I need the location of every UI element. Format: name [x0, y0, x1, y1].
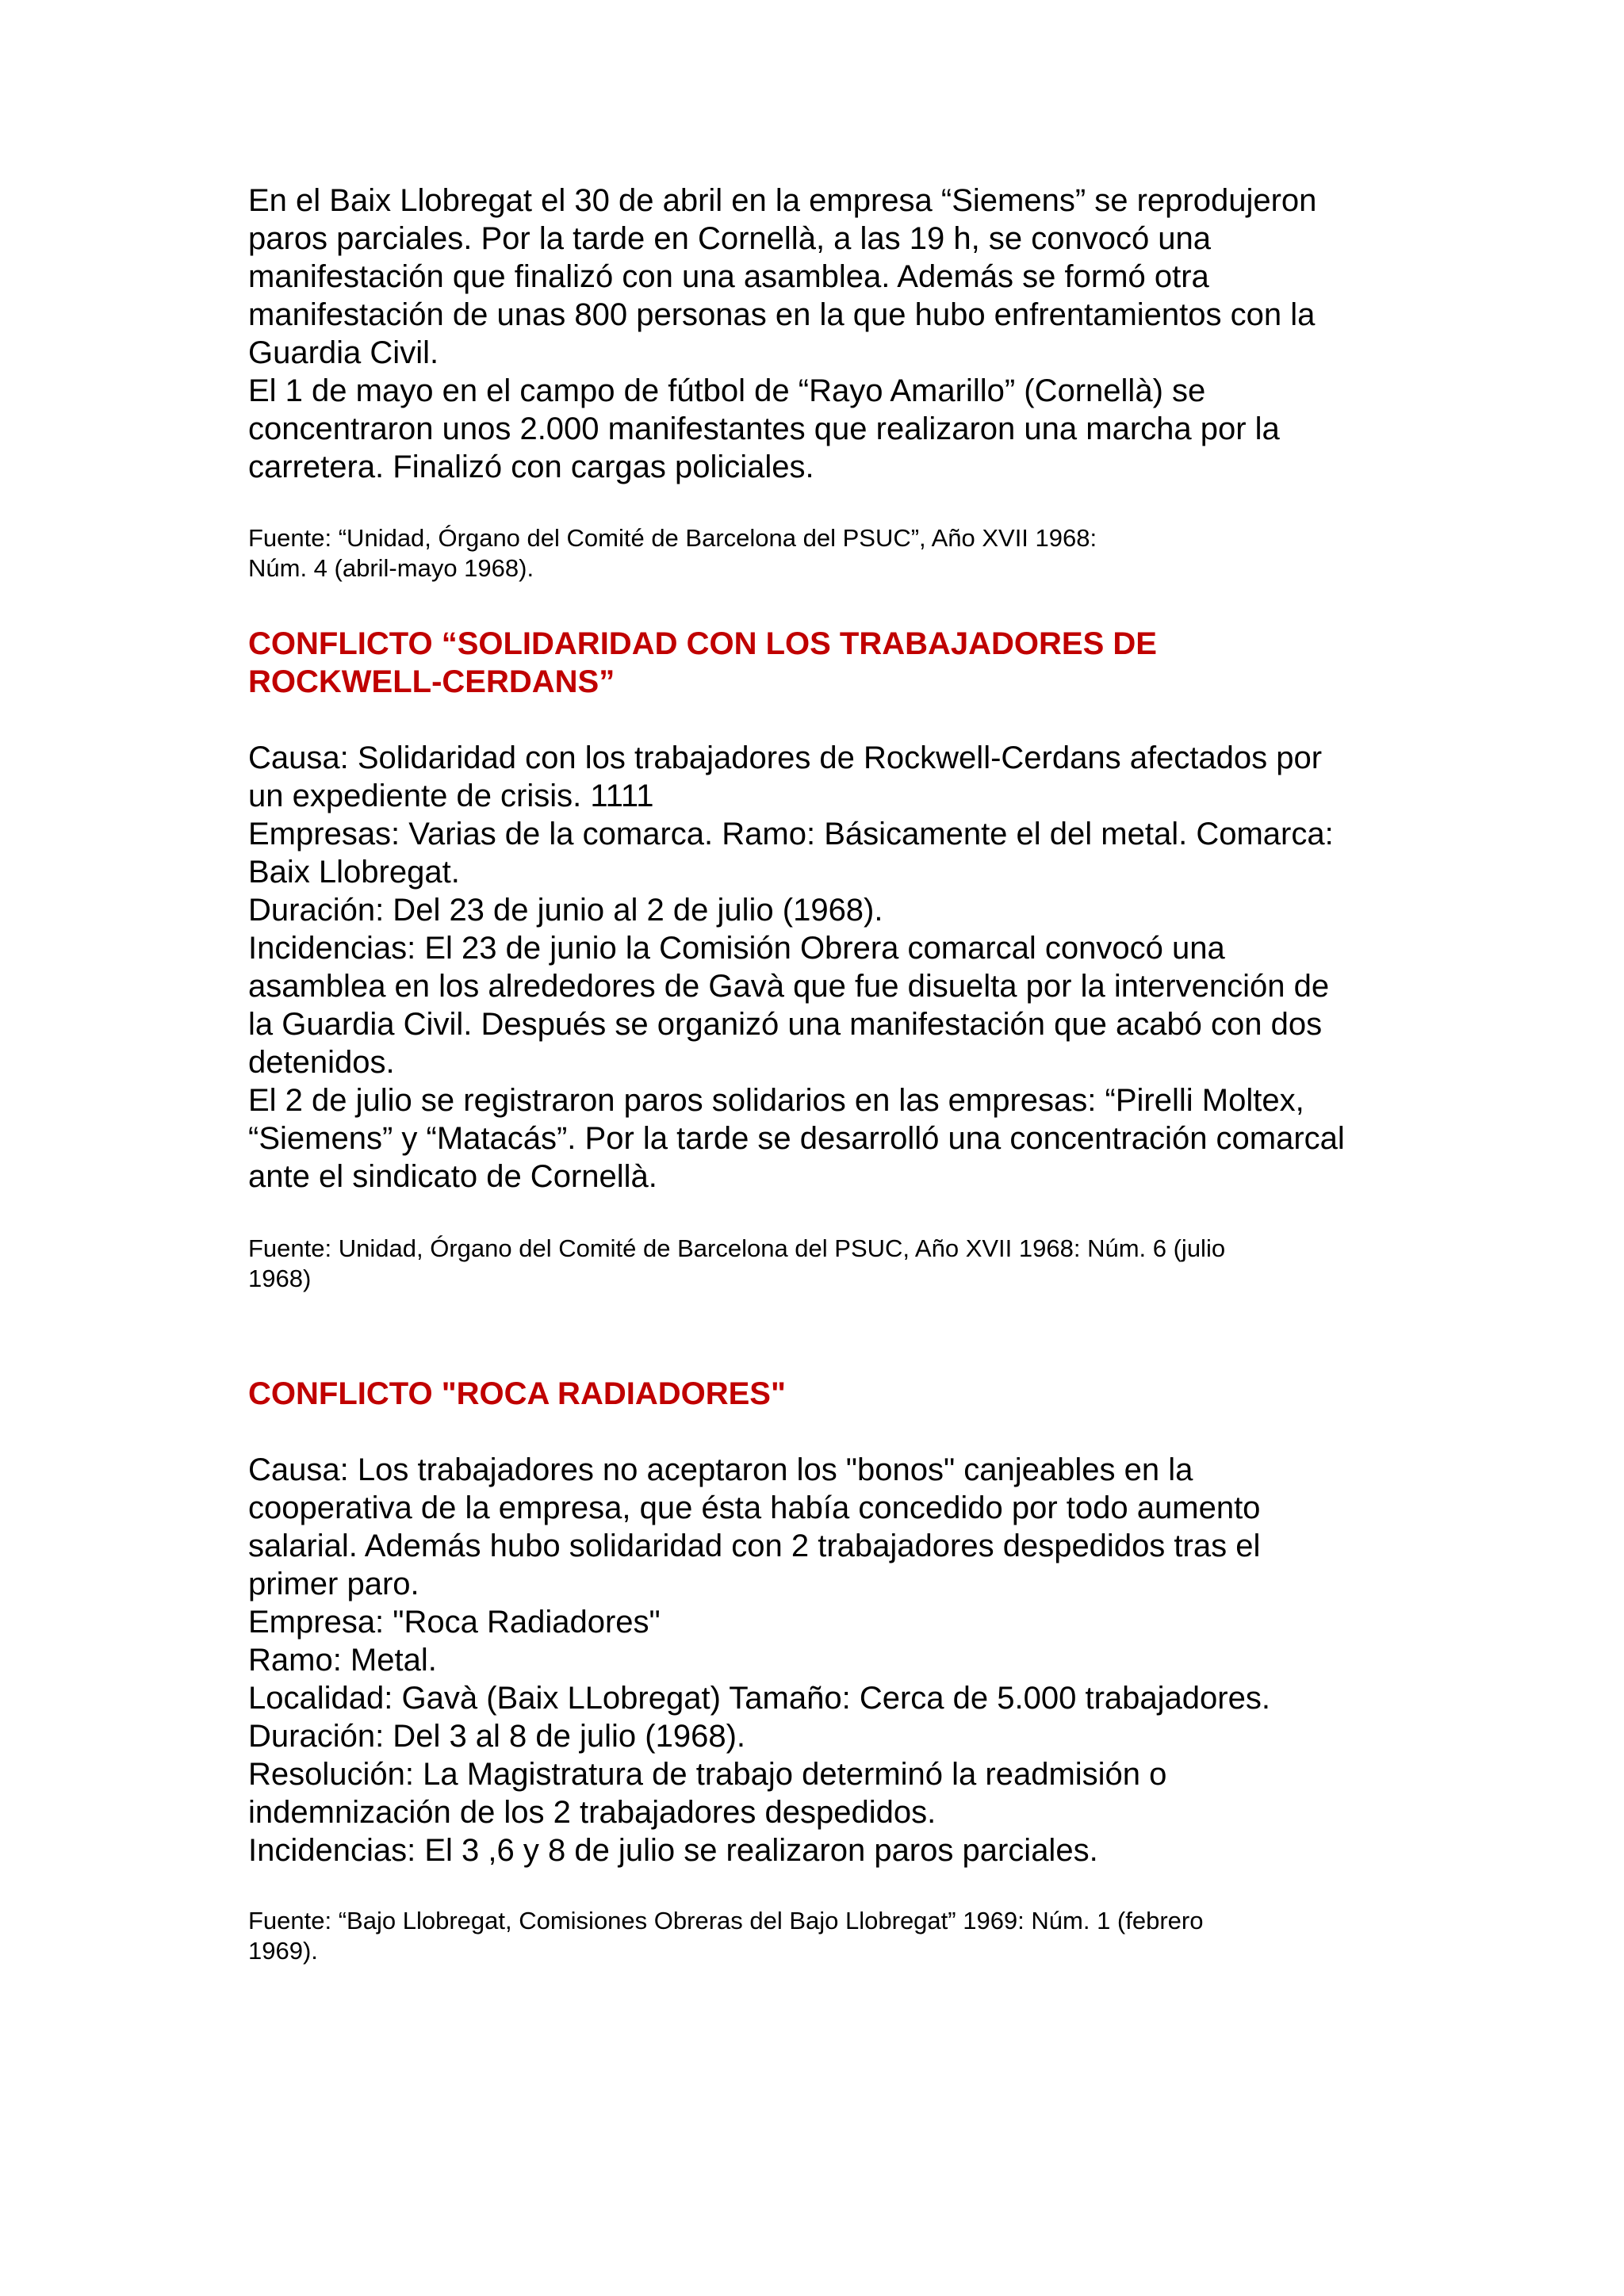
source-line: Fuente: “Unidad, Órgano del Comité de Barcelona del PSUC”, Año XVII 1968: [248, 524, 1097, 552]
source-line: Núm. 4 (abril-mayo 1968). [248, 554, 534, 582]
rockwell-line: un expediente de crisis. 1111 [248, 779, 654, 813]
roca-line: Resolución: La Magistratura de trabajo determinó la readmisión o [248, 1757, 1167, 1792]
roca-source [248, 1906, 1414, 1966]
rockwell-line: detenidos. [248, 1045, 395, 1080]
intro-line: manifestación de unas 800 personas en la que hubo enfrentamientos con la [248, 297, 1316, 332]
intro-line: El 1 de mayo en el campo de fútbol de “Rayo Amarillo” (Cornellà) se [248, 373, 1206, 408]
roca-line: salarial. Además hubo solidaridad con 2 trabajadores despedidos tras el [248, 1529, 1261, 1563]
intro-line: carretera. Finalizó con cargas policiales. [248, 450, 814, 484]
rockwell-source [248, 1234, 1414, 1294]
intro-source [248, 523, 1414, 584]
roca-heading [248, 1375, 1414, 1413]
rockwell-line: la Guardia Civil. Después se organizó una manifestación que acabó con dos [248, 1007, 1323, 1042]
roca-line: Causa: Los trabajadores no aceptaron los "bonos" canjeables en la [248, 1452, 1193, 1487]
source-line: Fuente: “Bajo Llobregat, Comisiones Obreras del Bajo Llobregat” 1969: Núm. 1 (febrero [248, 1907, 1204, 1934]
intro-line: En el Baix Llobregat el 30 de abril en la empresa “Siemens” se reprodujeron [248, 183, 1317, 218]
intro-paragraph [248, 182, 1414, 486]
roca-line: primer paro. [248, 1567, 419, 1601]
roca-line: Incidencias: El 3 ,6 y 8 de julio se realizaron paros parciales. [248, 1833, 1098, 1868]
heading-line: CONFLICTO "ROCA RADIADORES" [248, 1376, 786, 1411]
rockwell-line: El 2 de julio se registraron paros solidarios en las empresas: “Pirelli Moltex, [248, 1083, 1304, 1118]
intro-line: paros parciales. Por la tarde en Cornellà, a las 19 h, se convocó una [248, 221, 1212, 256]
source-line: 1968) [248, 1265, 312, 1292]
rockwell-line: ante el sindicato de Cornellà. [248, 1159, 657, 1194]
source-line: Fuente: Unidad, Órgano del Comité de Barcelona del PSUC, Año XVII 1968: Núm. 6 (julio [248, 1234, 1226, 1262]
heading-line: ROCKWELL-CERDANS” [248, 664, 615, 699]
intro-line: Guardia Civil. [248, 335, 439, 370]
rockwell-line: Baix Llobregat. [248, 855, 460, 890]
rockwell-line: Incidencias: El 23 de junio la Comisión Obrera comarcal convocó una [248, 931, 1225, 966]
roca-line: Localidad: Gavà (Baix LLobregat) Tamaño: Cerca de 5.000 trabajadores. [248, 1681, 1270, 1716]
rockwell-heading [248, 625, 1414, 701]
roca-line: cooperativa de la empresa, que ésta había concedido por todo aumento [248, 1490, 1261, 1525]
intro-line: concentraron unos 2.000 manifestantes que realizaron una marcha por la [248, 411, 1280, 446]
rockwell-paragraph [248, 739, 1414, 1196]
roca-line: Empresa: "Roca Radiadores" [248, 1605, 661, 1640]
rockwell-line: Empresas: Varias de la comarca. Ramo: Básicamente el del metal. Comarca: [248, 817, 1334, 851]
roca-line: indemnización de los 2 trabajadores despedidos. [248, 1795, 936, 1830]
roca-line: Ramo: Metal. [248, 1643, 437, 1678]
roca-line: Duración: Del 3 al 8 de julio (1968). [248, 1719, 746, 1754]
rockwell-line: Causa: Solidaridad con los trabajadores de Rockwell-Cerdans afectados por [248, 740, 1323, 775]
rockwell-line: “Siemens” y “Matacás”. Por la tarde se desarrolló una concentración comarcal [248, 1121, 1345, 1156]
heading-line: CONFLICTO “SOLIDARIDAD CON LOS TRABAJADORES DE [248, 626, 1157, 661]
rockwell-line: Duración: Del 23 de junio al 2 de julio (1968). [248, 893, 883, 928]
source-line: 1969). [248, 1937, 318, 1965]
intro-line: manifestación que finalizó con una asamblea. Además se formó otra [248, 259, 1209, 294]
roca-paragraph [248, 1451, 1414, 1869]
rockwell-line: asamblea en los alrededores de Gavà que fue disuelta por la intervención de [248, 969, 1330, 1004]
